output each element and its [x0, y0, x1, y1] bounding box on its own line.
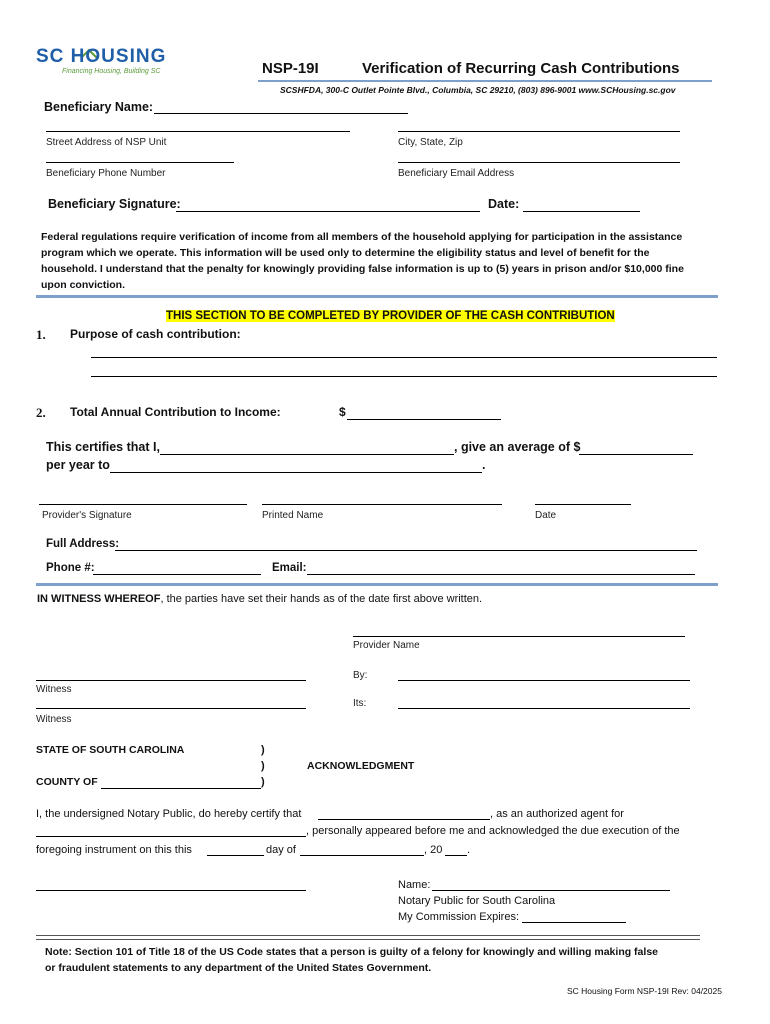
- beneficiary-email-field[interactable]: [398, 162, 680, 163]
- header-rule: [258, 80, 712, 82]
- notice-line-2: program which we operate. This information will be used only to determine the eligibility status and level of benefit for the: [41, 247, 650, 259]
- notary-line-3a: foregoing instrument on this this: [36, 844, 192, 856]
- acknowledgment-heading: ACKNOWLEDGMENT: [307, 760, 415, 772]
- provider-date-field[interactable]: [535, 504, 631, 505]
- footer-note-line-1: Note: Section 101 of Title 18 of the US Code states that a person is guilty of a felony for knowingly and willing making false: [45, 946, 658, 958]
- provider-name-label: Provider Name: [353, 640, 420, 651]
- notary-line-3b: day of: [266, 844, 296, 856]
- phone-field[interactable]: [93, 574, 261, 575]
- city-state-zip-field[interactable]: [398, 131, 680, 132]
- email-field[interactable]: [307, 574, 695, 575]
- item-2-label: Total Annual Contribution to Income:: [70, 405, 281, 419]
- notice-rule: [36, 295, 718, 298]
- certifier-name-field[interactable]: [160, 454, 454, 455]
- beneficiary-phone-label: Beneficiary Phone Number: [46, 168, 166, 179]
- county-label: COUNTY OF: [36, 776, 98, 788]
- item-1-label: Purpose of cash contribution:: [70, 327, 241, 341]
- beneficiary-signature-label: Beneficiary Signature:: [48, 197, 181, 211]
- provider-name-field[interactable]: [353, 636, 685, 637]
- notary-line-1a: I, the undersigned Notary Public, do hereby certify that: [36, 808, 302, 820]
- beneficiary-phone-field[interactable]: [46, 162, 234, 163]
- notary-line-3d: .: [467, 844, 471, 856]
- year-field[interactable]: [445, 855, 467, 856]
- witness-2-label: Witness: [36, 714, 72, 725]
- phone-label: Phone #:: [46, 562, 95, 574]
- item-1-number: 1.: [36, 327, 46, 342]
- witness-1-field[interactable]: [36, 680, 306, 681]
- provider-printed-name-field[interactable]: [262, 504, 502, 505]
- notice-paragraph: [41, 229, 684, 293]
- its-label: Its:: [353, 698, 367, 709]
- form-revision: SC Housing Form NSP-19I Rev: 04/2025: [567, 986, 722, 996]
- state-label: STATE OF SOUTH CAROLINA: [36, 744, 185, 756]
- beneficiary-email-label: Beneficiary Email Address: [398, 168, 515, 179]
- witness-intro: [37, 593, 482, 605]
- county-field[interactable]: [101, 788, 261, 789]
- dollar-sign: $: [339, 405, 346, 419]
- beneficiary-name-field[interactable]: [154, 113, 408, 114]
- beneficiary-signature-field[interactable]: [176, 211, 480, 212]
- provider-section-heading: THIS SECTION TO BE COMPLETED BY PROVIDER OF THE CASH CONTRIBUTION: [166, 310, 615, 322]
- footer-double-rule: [36, 935, 700, 940]
- beneficiary-name-label: Beneficiary Name:: [44, 100, 154, 114]
- notice-line-4: upon conviction.: [41, 279, 125, 291]
- notary-public-label: Notary Public for South Carolina: [398, 895, 556, 907]
- notary-name-field[interactable]: [432, 890, 670, 891]
- annual-contribution-field[interactable]: [347, 419, 501, 420]
- provider-date-label: Date: [535, 510, 557, 521]
- provider-printed-name-label: Printed Name: [262, 510, 324, 521]
- notary-signature-field[interactable]: [36, 890, 306, 891]
- agent-name-field[interactable]: [318, 819, 490, 820]
- witness-intro-rest: , the parties have set their hands as of the date first above written.: [160, 593, 483, 605]
- certify-text-3: per year to: [46, 458, 110, 472]
- header-address: SCSHFDA, 300-C Outlet Pointe Blvd., Columbia, SC 29210, (803) 896-9001 www.SCHousing.sc.gov: [280, 85, 676, 95]
- certify-text-2: , give an average of $: [454, 440, 581, 454]
- its-field[interactable]: [398, 708, 690, 709]
- notary-line-2: , personally appeared before me and acknowledged the due execution of the: [306, 825, 680, 837]
- notary-line-1b: , as an authorized agent for: [490, 808, 624, 820]
- street-address-field[interactable]: [46, 131, 350, 132]
- principal-field[interactable]: [36, 836, 306, 837]
- provider-signature-field[interactable]: [39, 504, 247, 505]
- full-address-field[interactable]: [115, 550, 697, 551]
- logo-tagline: Financing Housing, Building SC: [62, 68, 161, 75]
- paren-2: ): [261, 760, 265, 772]
- month-field[interactable]: [300, 855, 424, 856]
- recipient-field[interactable]: [110, 472, 482, 473]
- provider-signature-label: Provider's Signature: [42, 510, 132, 521]
- notary-line-3c: , 20: [424, 844, 443, 856]
- purpose-line-2[interactable]: [91, 376, 717, 377]
- logo-text: SC HOUSING: [36, 46, 167, 67]
- form-title: Verification of Recurring Cash Contributions: [362, 60, 680, 77]
- by-field[interactable]: [398, 680, 690, 681]
- beneficiary-date-label: Date:: [488, 197, 520, 211]
- notary-name-label: Name:: [398, 879, 431, 891]
- sc-housing-logo: [36, 44, 166, 78]
- by-label: By:: [353, 670, 368, 681]
- commission-expires-label: My Commission Expires:: [398, 911, 520, 923]
- email-label: Email:: [272, 562, 307, 574]
- notice-line-1: Federal regulations require verification of income from all members of the household applying for participation in the assistance: [41, 231, 683, 243]
- witness-1-label: Witness: [36, 684, 72, 695]
- item-2-number: 2.: [36, 405, 46, 420]
- form-code: NSP-19I: [262, 60, 319, 77]
- provider-section-rule: [36, 583, 718, 586]
- paren-3: ): [261, 776, 265, 788]
- certify-text-1: This certifies that I,: [46, 440, 160, 454]
- witness-intro-bold: IN WITNESS WHEREOF: [37, 593, 161, 605]
- day-field[interactable]: [207, 855, 264, 856]
- city-state-zip-label: City, State, Zip: [398, 137, 463, 148]
- commission-expires-field[interactable]: [522, 922, 626, 923]
- witness-2-field[interactable]: [36, 708, 306, 709]
- beneficiary-date-field[interactable]: [523, 211, 640, 212]
- street-address-label: Street Address of NSP Unit: [46, 137, 167, 148]
- notice-line-3: household. I understand that the penalty for knowingly providing false information is up to (5) years in prison and/or $10,000 fine: [41, 263, 684, 275]
- paren-1: ): [261, 744, 265, 756]
- footer-note-line-2: or fraudulent statements to any department of the United States Government.: [45, 962, 432, 974]
- purpose-line-1[interactable]: [91, 357, 717, 358]
- average-amount-field[interactable]: [579, 454, 693, 455]
- full-address-label: Full Address:: [46, 538, 120, 550]
- certify-period: .: [482, 458, 486, 472]
